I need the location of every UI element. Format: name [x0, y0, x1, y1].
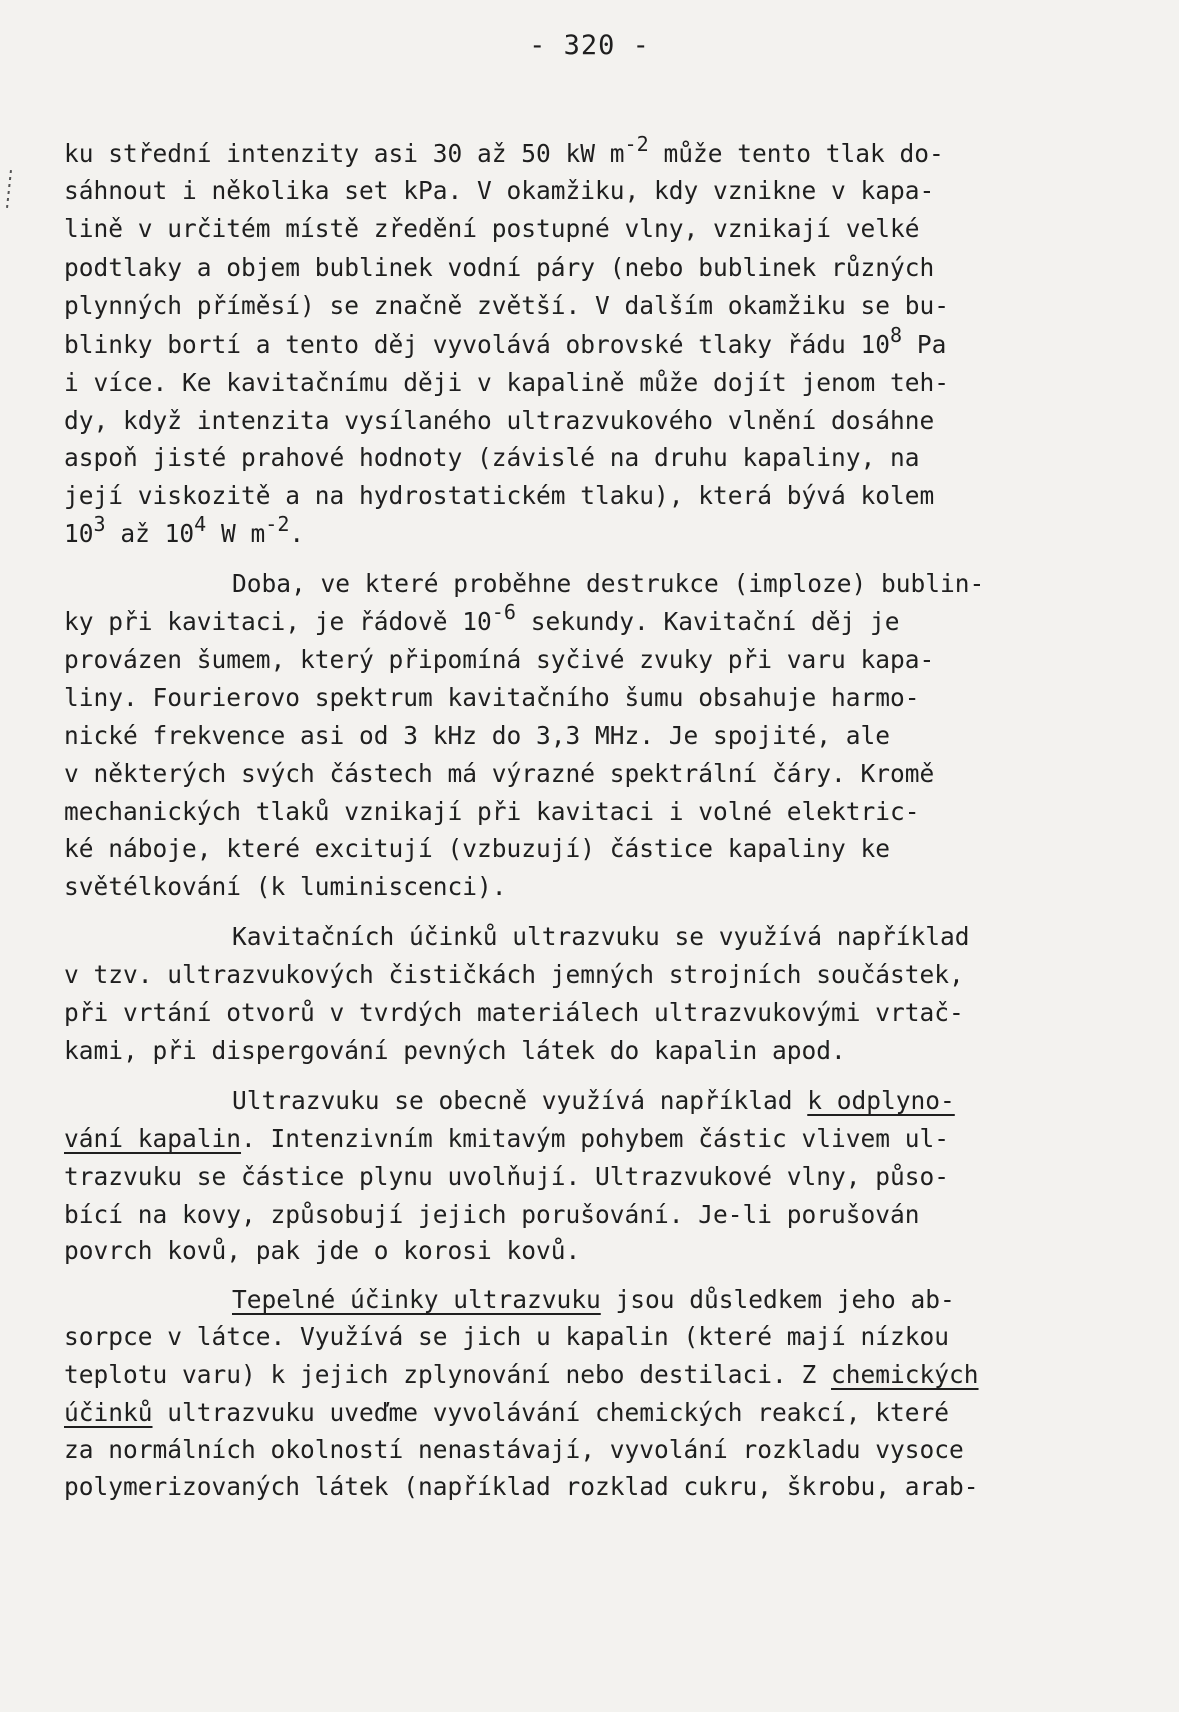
- text-line: účinků ultrazvuku uveďme vyvolávání chemických reakcí, které: [64, 1398, 950, 1427]
- text-line: Kavitačních účinků ultrazvuku se využívá například: [232, 922, 970, 951]
- page-number: - 320 -: [529, 30, 650, 61]
- text-line: Doba, ve které proběhne destrukce (imploze) bublin-: [232, 569, 985, 598]
- text-line: nické frekvence asi od 3 kHz do 3,3 MHz. Je spojité, ale: [64, 721, 891, 750]
- text-line: její viskozitě a na hydrostatickém tlaku), která bývá kolem: [64, 481, 935, 510]
- text-line: při vrtání otvorů v tvrdých materiálech ultrazvukovými vrtač-: [64, 998, 964, 1027]
- text-line: liny. Fourierovo spektrum kavitačního šumu obsahuje harmo-: [64, 683, 920, 712]
- text-line: Tepelné účinky ultrazvuku jsou důsledkem jeho ab-: [232, 1285, 955, 1314]
- text-line: teplotu varu) k jejich zplynování nebo destilaci. Z chemických: [64, 1360, 979, 1389]
- text-line: $10^3$ až $10^4$ W $m^{-2}$.: [64, 511, 305, 548]
- text-line: dy, když intenzita vysílaného ultrazvukového vlnění dosáhne: [64, 406, 935, 435]
- text-line: ky při kavitaci, je řádově $10^{-6}$ sekundy. Kavitační děj je: [64, 599, 900, 636]
- text-line: lině v určitém místě zředění postupné vlny, vznikají velké: [64, 214, 920, 243]
- text-line: polymerizovaných látek (například rozklad cukru, škrobu, arab-: [64, 1472, 979, 1501]
- text-line: kami, při dispergování pevných látek do kapalin apod.: [64, 1036, 846, 1065]
- text-line: vání kapalin. Intenzivním kmitavým pohybem částic vlivem ul-: [64, 1124, 950, 1153]
- text-line: světélkování (k luminiscenci).: [64, 872, 507, 901]
- text-line: bící na kovy, způsobují jejich porušování. Je-li porušován: [64, 1200, 920, 1229]
- text-line: ku střední intenzity asi 30 až 50 kW $m^{-2}$ může tento tlak do-: [64, 131, 944, 168]
- text-line: plynných příměsí) se značně zvětší. V dalším okamžiku se bu-: [64, 291, 950, 320]
- text-line: sáhnout i několika set kPa. V okamžiku, kdy vznikne v kapa-: [64, 176, 935, 205]
- text-line: aspoň jisté prahové hodnoty (závislé na druhu kapaliny, na: [64, 443, 920, 472]
- text-line: sorpce v látce. Využívá se jich u kapalin (které mají nízkou: [64, 1322, 950, 1351]
- text-line: provázen šumem, který připomíná syčivé zvuky při varu kapa-: [64, 645, 935, 674]
- text-line: trazvuku se částice plynu uvolňují. Ultrazvukové vlny, půso-: [64, 1162, 950, 1191]
- text-line: v některých svých částech má výrazné spektrální čáry. Kromě: [64, 759, 935, 788]
- text-line: blinky bortí a tento děj vyvolává obrovské tlaky řádu $10^8$ Pa: [64, 322, 947, 359]
- text-line: i více. Ke kavitačnímu ději v kapalině může dojít jenom teh-: [64, 368, 950, 397]
- text-line: za normálních okolností nenastávají, vyvolání rozkladu vysoce: [64, 1435, 964, 1464]
- text-line: Ultrazvuku se obecně využívá například k odplyno-: [232, 1086, 955, 1115]
- text-line: podtlaky a objem bublinek vodní páry (nebo bublinek různých: [64, 253, 935, 282]
- text-line: ké náboje, které excitují (vzbuzují) částice kapaliny ke: [64, 834, 891, 863]
- text-line: v tzv. ultrazvukových čističkách jemných strojních součástek,: [64, 960, 964, 989]
- text-line: mechanických tlaků vznikají při kavitaci i volné elektric-: [64, 797, 920, 826]
- text-line: povrch kovů, pak jde o korosi kovů.: [64, 1236, 581, 1265]
- margin-mark: [6, 170, 12, 208]
